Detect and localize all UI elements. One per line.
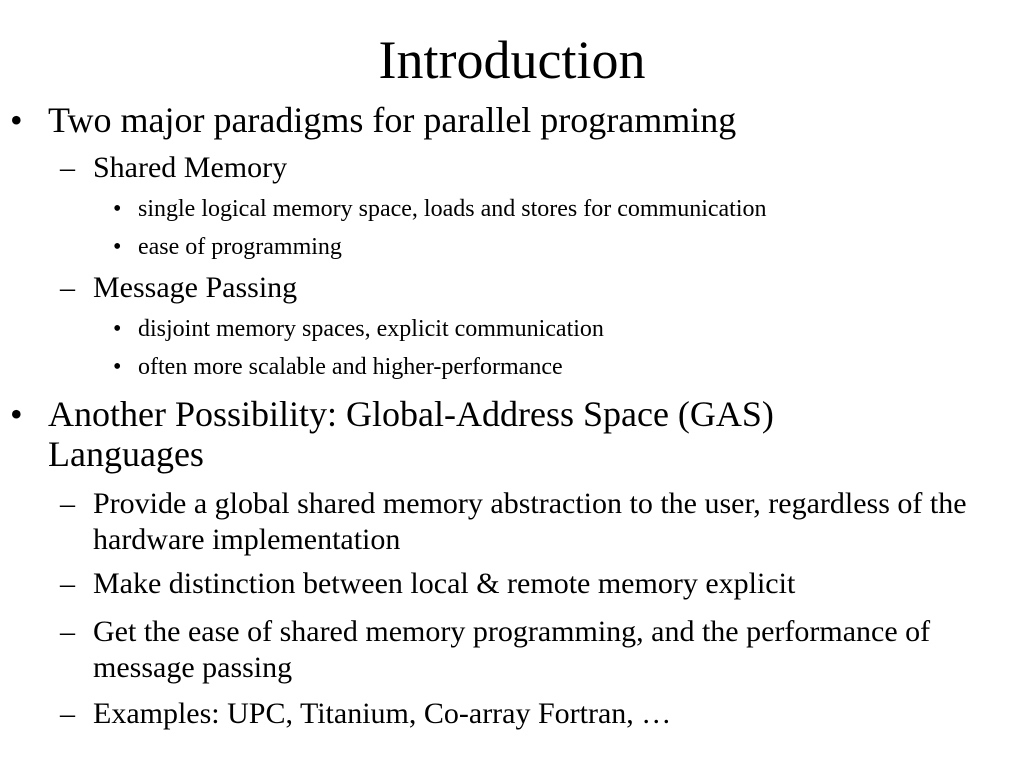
sub-bullet-item bbox=[60, 566, 1013, 602]
sub-bullet-text: Message Passing bbox=[93, 271, 298, 304]
bullet-item bbox=[10, 100, 1008, 140]
bullet-marker: • bbox=[10, 100, 23, 140]
bullet-marker: • bbox=[113, 354, 122, 380]
bullet-text: Another Possibility: Global-Address Space (GAS) Languages bbox=[48, 394, 774, 474]
sub-bullet-item bbox=[60, 270, 1013, 306]
dash-marker: – bbox=[60, 151, 75, 184]
bullet-item bbox=[10, 394, 868, 474]
sub-bullet-item bbox=[60, 696, 1013, 732]
sub-bullet-text: Shared Memory bbox=[93, 151, 288, 184]
detail-bullet-text: ease of programming bbox=[138, 234, 342, 260]
detail-bullet-text: disjoint memory spaces, explicit communication bbox=[138, 316, 604, 342]
detail-bullet-item bbox=[113, 314, 1018, 344]
dash-marker: – bbox=[60, 271, 75, 304]
detail-bullet-item bbox=[113, 352, 1018, 382]
sub-bullet-item bbox=[60, 486, 1008, 558]
detail-bullet-item bbox=[113, 194, 1018, 224]
bullet-marker: • bbox=[113, 196, 122, 222]
bullet-marker: • bbox=[113, 234, 122, 260]
dash-marker: – bbox=[60, 615, 75, 648]
bullet-marker: • bbox=[113, 316, 122, 342]
dash-marker: – bbox=[60, 567, 75, 600]
sub-bullet-item bbox=[60, 614, 1018, 686]
detail-bullet-text: often more scalable and higher-performance bbox=[138, 354, 563, 380]
dash-marker: – bbox=[60, 487, 75, 520]
sub-bullet-item bbox=[60, 150, 1013, 186]
detail-bullet-text: single logical memory space, loads and stores for communication bbox=[138, 196, 767, 222]
sub-bullet-text: Make distinction between local & remote memory explicit bbox=[93, 567, 796, 600]
sub-bullet-text: Provide a global shared memory abstraction to the user, regardless of the hardware implementation bbox=[93, 487, 967, 556]
bullet-marker: • bbox=[10, 394, 23, 434]
sub-bullet-text: Examples: UPC, Titanium, Co-array Fortran, … bbox=[93, 697, 672, 730]
sub-bullet-text: Get the ease of shared memory programming, and the performance of message passing bbox=[93, 615, 931, 684]
bullet-text: Two major paradigms for parallel programming bbox=[48, 100, 737, 140]
detail-bullet-item bbox=[113, 232, 1018, 262]
dash-marker: – bbox=[60, 697, 75, 730]
slide-title: Introduction bbox=[378, 30, 646, 90]
